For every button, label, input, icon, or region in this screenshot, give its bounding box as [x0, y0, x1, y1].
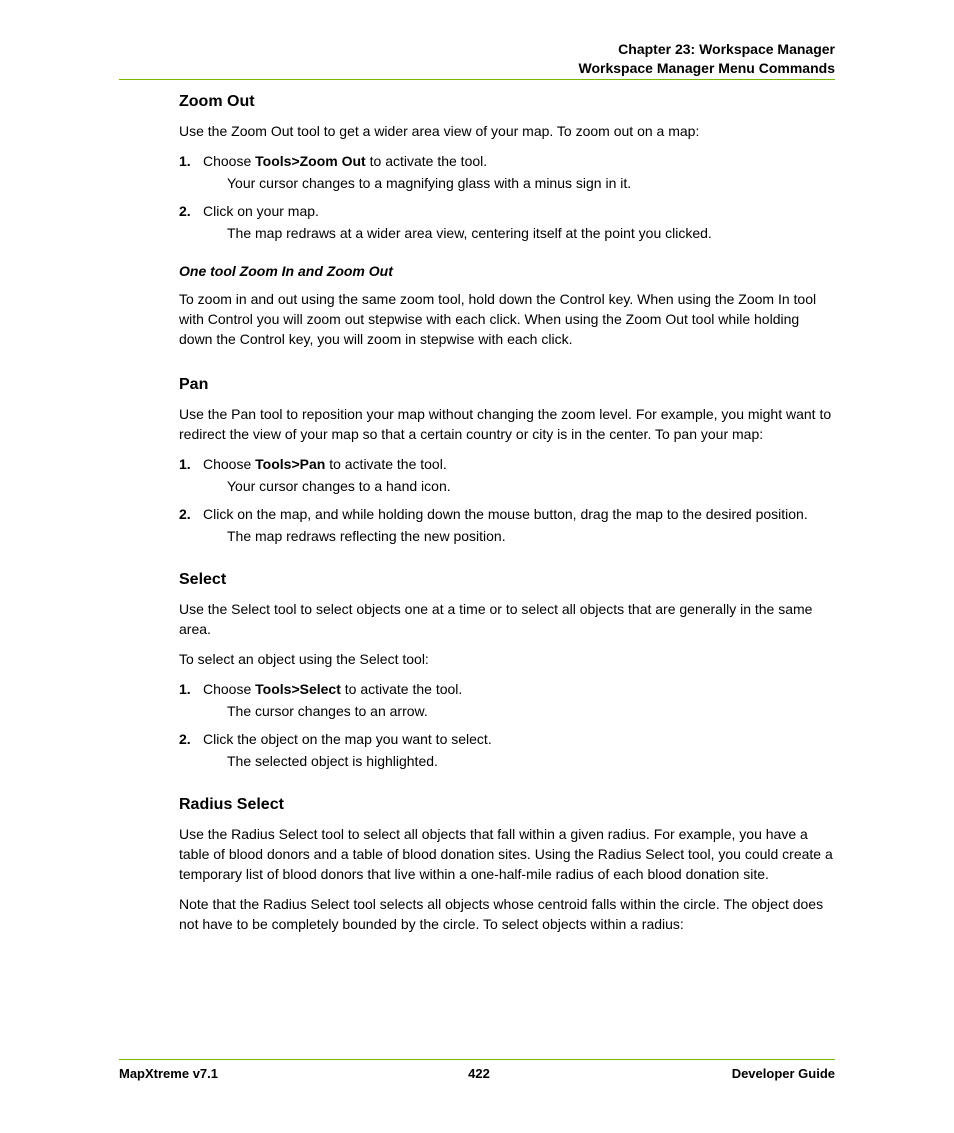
step-text: to activate the tool. [365, 153, 488, 169]
step-text: to activate the tool. [340, 681, 463, 697]
select-intro-2: To select an object using the Select tool: [179, 651, 429, 667]
step-number: 2. [179, 506, 191, 522]
page-number: 422 [468, 1066, 490, 1081]
section-heading-radius-select: Radius Select [179, 796, 284, 813]
section-heading-zoom-out: Zoom Out [179, 93, 255, 110]
header-section: Workspace Manager Menu Commands [578, 60, 835, 76]
step-text: Click on your map. [203, 203, 319, 219]
list-item [179, 729, 835, 749]
step-number: 1. [179, 681, 191, 697]
header-chapter: Chapter 23: Workspace Manager [618, 41, 835, 57]
footer-product: MapXtreme v7.1 [119, 1066, 218, 1081]
step-number: 2. [179, 731, 191, 747]
running-footer [119, 1066, 835, 1086]
step-number: 1. [179, 456, 191, 472]
list-item [179, 679, 835, 699]
step-text: Choose [203, 681, 256, 697]
list-item [179, 454, 835, 474]
list-item [179, 201, 835, 221]
subsection-heading: One tool Zoom In and Zoom Out [179, 263, 393, 279]
step-result: Your cursor changes to a magnifying glass with a minus sign in it. [227, 175, 632, 191]
step-result: Your cursor changes to a hand icon. [227, 478, 451, 494]
section-heading-select: Select [179, 571, 227, 588]
footer-guide: Developer Guide [731, 1066, 835, 1081]
menu-command: Tools>Pan [255, 456, 326, 472]
step-text: Click on the map, and while holding down the mouse button, drag the map to the desired position. [203, 506, 808, 522]
zoom-out-intro: Use the Zoom Out tool to get a wider area view of your map. To zoom out on a map: [179, 123, 700, 139]
footer-rule [119, 1059, 835, 1060]
radius-select-para-1: Use the Radius Select tool to select all objects that fall within a given radius. For example, you have a table of blood donors and a table of blood donation sites. Using the Radius Select tool, you could create a temporary list of blood donors that live within a one-half-mile radius of each blood donation site. [179, 826, 833, 882]
section-heading-pan: Pan [179, 376, 209, 393]
step-result: The cursor changes to an arrow. [227, 703, 428, 719]
radius-select-para-2: Note that the Radius Select tool selects all objects whose centroid falls within the circle. The object does not have to be completely bounded by the circle. To select objects within a radius: [179, 896, 824, 932]
step-text: to activate the tool. [325, 456, 447, 472]
step-text: Click the object on the map you want to select. [203, 731, 492, 747]
page-body [179, 92, 835, 944]
header-rule [119, 79, 835, 80]
step-result: The map redraws reflecting the new position. [227, 528, 506, 544]
pan-intro: Use the Pan tool to reposition your map without changing the zoom level. For example, you might want to redirect the view of your map so that a certain country or city is in the center. To pan your map: [179, 406, 832, 442]
menu-command: Tools>Select [255, 681, 341, 697]
step-text: Choose [203, 153, 256, 169]
step-text: Choose [203, 456, 256, 472]
step-result: The selected object is highlighted. [227, 753, 438, 769]
list-item [179, 151, 835, 171]
running-header [579, 40, 835, 78]
subsection-text: To zoom in and out using the same zoom tool, hold down the Control key. When using the Zoom In tool with Control you will zoom out stepwise with each click. When using the Zoom Out tool while holding down the Control key, you will zoom in stepwise with each click. [179, 291, 817, 347]
select-intro: Use the Select tool to select objects one at a time or to select all objects that are generally in the same area. [179, 601, 813, 637]
step-result: The map redraws at a wider area view, centering itself at the point you clicked. [227, 225, 712, 241]
step-number: 2. [179, 203, 191, 219]
menu-command: Tools>Zoom Out [255, 153, 366, 169]
step-number: 1. [179, 153, 191, 169]
list-item [179, 504, 835, 524]
